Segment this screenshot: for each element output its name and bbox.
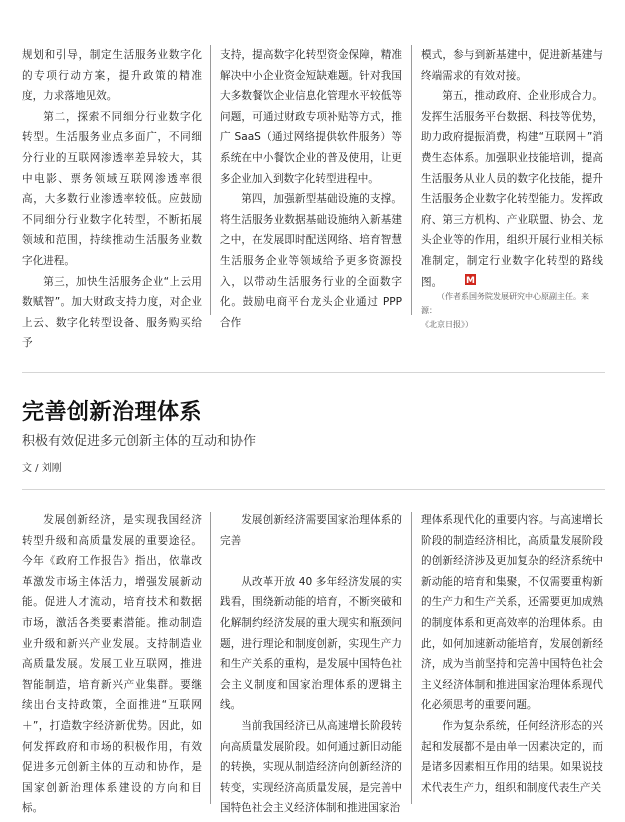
end-mark-letter: M [466,275,476,285]
article-column-2 [220,510,402,819]
paragraph: 模式，参与到新基建中，促进新基建与终端需求的有效对接。 [421,49,603,82]
article-column-3 [421,510,603,798]
article-author: 文 / 刘刚 [22,463,62,474]
paragraph: 第二，探索不同细分行业数字化转型。生活服务业点多面广，不同细分行业的互联网渗透率差异较大，其中电影、票务领域互联网渗透率很高，大多数行业渗透率较低。应鼓励不同细分行业数字化转型，不断拓展领域和范围，持续推动生活服务业数字化进程。 [22,110,202,267]
column-divider [210,45,211,315]
paragraph: 规划和引导，制定生活服务业数字化的专项行动方案，提升政策的精准度，力求落地见效。 [22,49,202,103]
article-subtitle: 积极有效促进多元创新主体的互动和协作 [22,434,257,449]
paragraph-text: 第五，推动政府、企业形成合力。发挥生活服务平台数据、科技等优势，助力政府提振消费，构建“互联网＋”消费生态体系。加强职业技能培训，提高生活服务从业人员的数字化技能，提升生活服务企业数字化转型能力。发挥政府、第三方机构、产业联盟、协会、龙头企业等的作用，组织开展行业相关标准制定，制定行业数字化转型的路线图。 [421,90,603,288]
column-divider [411,45,412,315]
top-column-2 [220,45,402,333]
author-note-line: 《北京日报》） [421,320,473,329]
section-divider [22,489,605,490]
article-column-1 [22,510,202,819]
paragraph: 作为复杂系统，任何经济形态的兴起和发展都不是由单一因素决定的，而是诸多因素相互作用的结果。如果说技术代表生产力，组织和制度代表生产关 [421,719,603,794]
section-heading: 发展创新经济需要国家治理体系的完善 [220,514,402,547]
top-column-1 [22,45,202,354]
paragraph: 当前我国经济已从高速增长阶段转向高质量发展阶段。如何通过新旧动能的转换，实现从制造经济向创新经济的转变，实现经济高质量发展，是完善中国特色社会主义经济体制和推进国家治 [220,719,402,815]
paragraph: 支持，提高数字化转型资金保障，精准解决中小企业资金短缺难题。针对我国大多数餐饮企业信息化管理水平较低等问题，可通过财政专项补贴等方式，推广 SaaS（通过网络提供软件服务）等系统在中小餐饮企业的普及使用，让更多企业加入到数字化转型进程中。 [220,49,402,185]
author-note [421,290,603,332]
spacer [220,551,402,572]
article-title: 完善创新治理体系 [22,400,203,425]
top-column-3 [421,45,603,292]
section-divider [22,372,605,373]
column-divider [411,512,412,804]
author-note-line: （作者系国务院发展研究中心原副主任。来源： [421,292,589,315]
paragraph: 发展创新经济，是实现我国经济转型升级和高质量发展的重要途径。今年《政府工作报告》指出，依靠改革激发市场主体活力，增强发展新动能。促进人才流动，培育技术和数据市场，激活各类要素潜能。推动制造业升级和新兴产业发展。支持制造业高质量发展。发展工业互联网，推进智能制造，培育新兴产业集群。要继续出台支持政策，全面推进“互联网＋”，打造数字经济新优势。因此，如何发挥政府和市场的积极作用，有效促进多元创新主体的互动和协作，是国家创新治理体系建设的方向和目标。 [22,514,202,815]
paragraph-with-end-mark [421,86,603,292]
paragraph: 理体系现代化的重要内容。与高速增长阶段的制造经济相比，高质量发展阶段的创新经济涉及更加复杂的经济系统中新动能的培育和集聚，不仅需要重构新的生产力和生产关系，还需要更加成熟的制度体系和更高效率的治理体系。由此，如何加速新动能培育，发展创新经济，成为当前坚持和完善中国特色社会主义经济体制和推进国家治理体系现代化必须思考的重要问题。 [421,514,603,712]
paragraph: 第四，加强新型基础设施的支撑。将生活服务业数据基础设施纳入新基建之中，在发展即时配送网络、培育智慧生活服务企业等领域给予更多资源投入，以带动生活服务行业的全面数字化。鼓励电商平台龙头企业通过 PPP 合作 [220,193,402,329]
column-divider [210,512,211,804]
paragraph: 从改革开放 40 多年经济发展的实践看，围绕新动能的培育，不断突破和化解制约经济发展的重大现实和瓶颈问题，进行理论和制度创新，实现生产力和生产关系的重构，是发展中国特色社会主义制度和国家治理体系的逻辑主线。 [220,575,402,712]
paragraph: 第三，加快生活服务企业“上云用数赋智”。加大财政支持力度，对企业上云、数字化转型设备、服务购买给予 [22,275,202,350]
